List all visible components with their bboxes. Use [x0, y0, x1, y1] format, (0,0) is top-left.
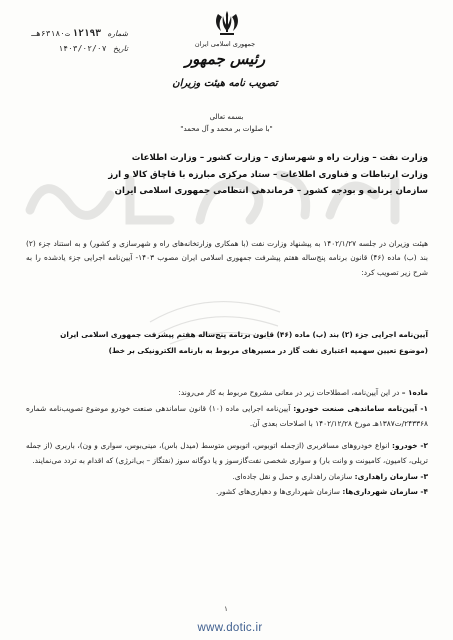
- definition-item: [26, 438, 428, 469]
- page-number: ۱: [224, 605, 228, 613]
- definition-term: ۱- آیین‌نامه ساماندهی صنعت خودرو:: [293, 403, 428, 413]
- recipient-list: [26, 150, 428, 200]
- definition-term: ۴- سازمان شهرداری‌ها:: [342, 487, 428, 496]
- article-heading-line: [26, 385, 428, 401]
- definition-item: [26, 484, 428, 500]
- definition-text: سازمان شهرداری‌ها و دهیاری‌های کشور.: [216, 487, 340, 496]
- office-title: رئیس جمهور: [184, 50, 266, 68]
- definition-item: [26, 469, 428, 485]
- definition-term: ۳- سازمان راهداری:: [354, 471, 428, 481]
- article-1: [26, 385, 428, 500]
- definition-item: [26, 401, 428, 432]
- salavat: "با صلوات بر محمد و آل محمد": [180, 125, 273, 133]
- date-label: تاریخ: [113, 44, 128, 53]
- regulation-title: [26, 327, 428, 359]
- date-value: ۱۴۰۳/۰۲/۰۷: [58, 44, 107, 53]
- intro-paragraph: هیئت وزیران در جلسه ۱۴۰۲/۱/۲۷ به پیشنهاد وزارت نفت (با همکاری وزارتخانه‌های راه و شهرسازی و کشور) و به استناد جزء (۲) بند (ب) ماده (۴۶) قانون برنامه پنج‌ساله هفتم پیشرفت جمهوری اسلامی ایران مصوب ۱۴۰۳- آیین‌نامه اجرایی جزء یادشده را به شرح زیر تصویب کرد:: [26, 239, 428, 277]
- article-intro: در این آیین‌نامه، اصطلاحات زیر در معانی مشروح مربوط به کار می‌روند:: [178, 388, 400, 397]
- definition-term: ۲- خودرو:: [392, 440, 428, 450]
- title-line: آیین‌نامه اجرایی جزء (۲) بند (ب) ماده (۴۶) قانون برنامه پنج‌ساله هفتم پیشرفت جمهوری اسلامی ایران: [60, 330, 428, 339]
- number-label: شماره: [107, 29, 128, 38]
- title-subtitle: (موضوع تعیین سهمیه اعتباری نفت گاز در مسیرهای مربوط به بارنامه الکترونیکی بر خط): [108, 346, 428, 355]
- site-link[interactable]: www.dotic.ir: [197, 622, 263, 634]
- country-name: جمهوری اسلامی ایران: [194, 40, 256, 48]
- recipient-line: سازمان برنامه و بودجه کشور – فرماندهی انتظامی جمهوری اسلامی ایران: [114, 186, 428, 196]
- number-suffix: ت۶۳۱۸۰هـ: [31, 29, 70, 38]
- recipient-line: وزارت ارتباطات و فناوری اطلاعات – ستاد مرکزی مبارزه با قاچاق کالا و ارز: [108, 169, 428, 180]
- definition-text: سازمان راهداری و حمل و نقل جاده‌ای.: [232, 471, 353, 481]
- number-value: ۱۲۱۹۳: [72, 28, 101, 39]
- emblem-icon: [212, 10, 242, 36]
- article-heading: ماده۱ –: [401, 388, 428, 397]
- recipient-line: وزارت نفت – وزارت راه و شهرسازی – وزارت کشور – وزارت اطلاعات: [131, 153, 428, 163]
- bismillah: بسمه تعالی: [209, 113, 244, 121]
- letter-date: [8, 44, 128, 53]
- definition-text: آیین‌نامه اجرایی ماده (۱۰) قانون ساماندهی صنعت خودرو موضوع تصویب‌نامه شماره ۲۴۳۳۶۸/ت۱۳۸۷هـ مورخ ۱۴۰۲/۱۲/۲۸ با اصلاحات بعدی آن.: [26, 403, 428, 428]
- definition-text: انواع خودروهای مسافربری (ازجمله اتوبوس، اتوبوس متوسط (میدل باس)، مینی‌بوس، سواری و ون)، باربری (از جمله تریلی، کامیون، کامیونت و وانت بار) و سواری شخصی نفت‌گازسوز و یا دوگانه سوز (نفتگاز – بی‌انرژی) که اقدام به تردد می‌نمایند.: [26, 440, 428, 465]
- letter-number: [8, 28, 128, 39]
- document-type: تصویب نامه هیئت وزیران: [172, 78, 278, 89]
